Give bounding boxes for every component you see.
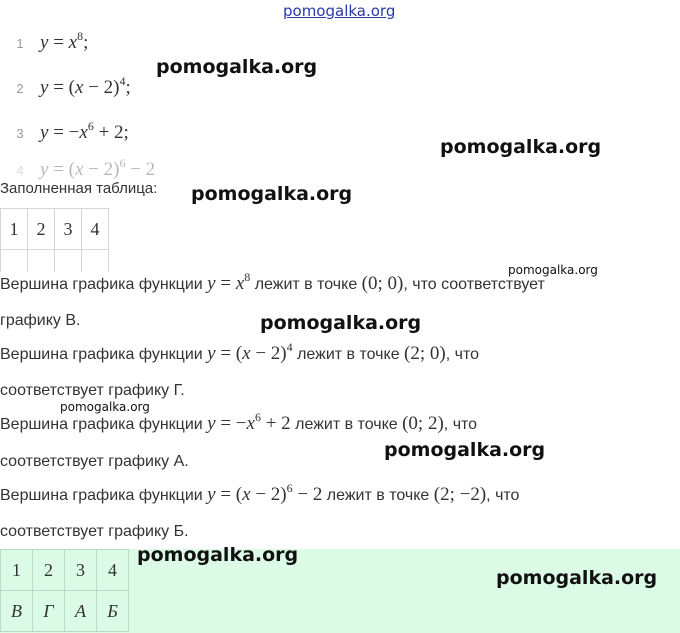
table-header-cell: 4 (82, 209, 109, 250)
explanation-line: Вершина графика функции $y = x^8$ лежит в точке (0; 0), что соответствует (0, 270, 545, 294)
formula: $y = (x - 2)^4$; (40, 74, 131, 98)
watermark: pomogalka.org (496, 567, 658, 589)
table-header-cell: 2 (28, 209, 55, 250)
watermark: pomogalka.org (384, 439, 546, 461)
table-empty-cell (82, 250, 109, 273)
watermark: pomogalka.org (191, 183, 353, 205)
list-number: 1 (16, 35, 24, 51)
watermark: pomogalka.org (137, 544, 299, 566)
table-empty-cell (55, 250, 82, 273)
formula: $y = -x^6 + 2$ (207, 410, 291, 434)
table-header-cell: 3 (65, 550, 97, 591)
table-header-cell: 3 (55, 209, 82, 250)
answer-table-empty (0, 208, 109, 272)
table-answer-cell: Г (33, 591, 65, 632)
formula: $y = -x^6 + 2$; (40, 119, 129, 143)
watermark: pomogalka.org (260, 312, 422, 334)
table-empty-cell (1, 250, 28, 273)
answer-table-filled (0, 549, 129, 632)
formula-list-item (0, 28, 88, 58)
watermark-top[interactable]: pomogalka.org (283, 2, 396, 20)
table-empty-cell (28, 250, 55, 273)
list-number: 3 (16, 125, 24, 141)
watermark: pomogalka.org (156, 56, 318, 78)
list-number: 2 (16, 80, 24, 96)
table-caption: Заполненная таблица: (0, 180, 158, 197)
table-header-cell: 1 (1, 550, 33, 591)
formula-list-item (0, 118, 129, 148)
vertex-point: (0; 0) (361, 273, 404, 294)
formula-list-item (0, 73, 131, 103)
formula-list-item (0, 156, 156, 180)
vertex-point: (2; −2) (433, 484, 487, 505)
table-header-cell: 4 (97, 550, 129, 591)
formula: $y = (x - 2)^6 - 2$ (40, 156, 156, 180)
table-header-cell: 1 (1, 209, 28, 250)
explanation-line: Вершина графика функции $y = (x - 2)^6 - 2$ лежит в точке (2; −2), что (0, 481, 520, 505)
formula: $y = x^8$ (207, 270, 251, 294)
explanation-line: соответствует графику Г. (0, 382, 185, 399)
vertex-point: (2; 0) (404, 343, 446, 364)
explanation-line: Вершина графика функции $y = (x - 2)^4$ лежит в точке (2; 0), что (0, 340, 480, 364)
table-answer-cell: В (1, 591, 33, 632)
table-answer-cell: Б (97, 591, 129, 632)
table-answer-cell: А (65, 591, 97, 632)
explanation-line: графику В. (0, 312, 81, 329)
explanation-line: соответствует графику Б. (0, 523, 189, 540)
watermark: pomogalka.org (60, 400, 150, 414)
formula: $y = (x - 2)^4$ (207, 340, 293, 364)
explanation-line: соответствует графику А. (0, 453, 189, 470)
watermark: pomogalka.org (440, 136, 602, 158)
watermark: pomogalka.org (508, 263, 598, 277)
table-header-cell: 2 (33, 550, 65, 591)
vertex-point: (0; 2) (402, 413, 444, 434)
formula: $y = x^8$; (40, 29, 89, 53)
list-number: 4 (16, 162, 24, 178)
formula: $y = (x - 2)^6 - 2$ (207, 481, 323, 505)
explanation-line: Вершина графика функции $y = -x^6 + 2$ лежит в точке (0; 2), что (0, 410, 478, 434)
